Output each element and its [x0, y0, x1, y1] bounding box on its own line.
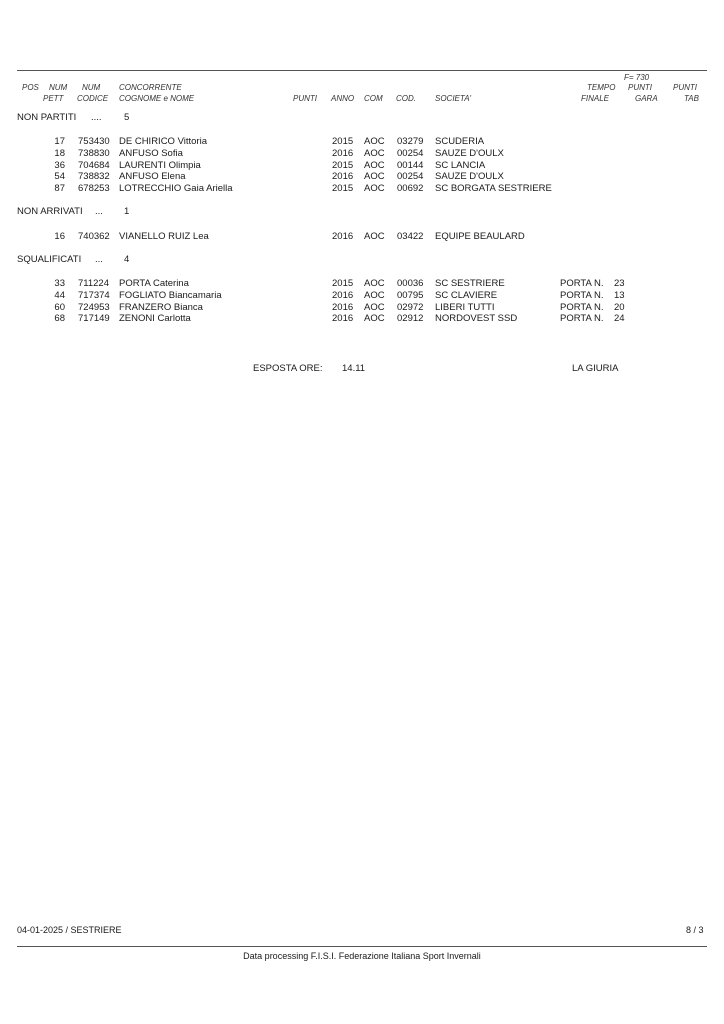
com-cell: AOC — [364, 313, 385, 325]
col-anno: ANNO — [331, 94, 355, 103]
porta-number-cell: 23 — [614, 278, 625, 289]
footer-rule — [17, 946, 707, 947]
col-punti-gara: PUNTI — [628, 83, 652, 92]
codice-cell: 738830 — [78, 147, 110, 159]
cod-cell: 02912 — [397, 313, 424, 325]
table-row — [0, 183, 724, 195]
table-row — [0, 290, 724, 302]
com-cell: AOC — [364, 159, 385, 171]
societa-cell: SC CLAVIERE — [435, 289, 498, 301]
anno-cell: 2015 — [332, 136, 354, 147]
anno-cell: 2015 — [332, 278, 354, 289]
cod-cell: 03279 — [397, 136, 424, 147]
la-giuria: LA GIURIA — [572, 363, 619, 374]
societa-cell: SAUZE D'OULX — [435, 171, 504, 183]
section-non-partiti-dots: .... — [91, 112, 102, 123]
com-cell: AOC — [364, 301, 385, 313]
col-punti: PUNTI — [293, 94, 317, 103]
table-row — [0, 231, 724, 243]
section-non-arrivati-label: NON ARRIVATI — [17, 206, 83, 217]
anno-cell: 2015 — [332, 159, 354, 171]
com-cell: AOC — [364, 171, 385, 183]
col-finale: FINALE — [581, 94, 610, 103]
anno-cell: 2016 — [332, 231, 354, 242]
cod-cell: 00692 — [397, 183, 424, 195]
footer-date-place: 04-01-2025 / SESTRIERE — [17, 925, 122, 935]
name-cell: PORTA Caterina — [119, 278, 189, 289]
pett-cell: 33 — [54, 278, 65, 289]
name-cell: ZENONI Carlotta — [119, 313, 191, 325]
cod-cell: 03422 — [397, 231, 424, 242]
porta-number-cell: 24 — [614, 313, 625, 325]
col-gara: GARA — [635, 94, 658, 103]
pett-cell: 44 — [54, 289, 65, 301]
cod-cell: 00254 — [397, 171, 424, 183]
col-num2: NUM — [82, 83, 101, 92]
cod-cell: 02972 — [397, 301, 424, 313]
societa-cell: SAUZE D'OULX — [435, 147, 504, 159]
pett-cell: 54 — [54, 171, 65, 183]
pett-cell: 17 — [54, 136, 65, 147]
com-cell: AOC — [364, 136, 385, 147]
col-pos: POS — [22, 83, 39, 92]
porta-cell: PORTA N. — [560, 278, 604, 289]
anno-cell: 2016 — [332, 171, 354, 183]
f-value: F= 730 — [624, 73, 650, 82]
societa-cell: SC LANCIA — [435, 159, 486, 171]
anno-cell: 2016 — [332, 301, 354, 313]
anno-cell: 2016 — [332, 289, 354, 301]
section-non-arrivati-count: 1 — [124, 206, 130, 217]
name-cell: LAURENTI Olimpia — [119, 159, 201, 171]
footer-processing: Data processing F.I.S.I. Federazione Italiana Sport Invernali — [243, 951, 481, 961]
codice-cell: 704684 — [78, 159, 110, 171]
section-squalificati-label: SQUALIFICATI — [17, 254, 82, 265]
codice-cell: 753430 — [78, 136, 110, 147]
codice-cell: 724953 — [78, 301, 110, 313]
pett-cell: 16 — [54, 231, 65, 242]
section-non-partiti-label: NON PARTITI — [17, 112, 77, 123]
com-cell: AOC — [364, 183, 385, 195]
top-rule — [17, 70, 707, 71]
name-cell: ANFUSO Elena — [119, 171, 186, 183]
codice-cell: 740362 — [78, 231, 110, 242]
table-row — [0, 160, 724, 172]
esposta-time: 14.11 — [342, 363, 366, 374]
col-societa: SOCIETA' — [435, 94, 472, 103]
anno-cell: 2015 — [332, 183, 354, 195]
name-cell: DE CHIRICO Vittoria — [119, 136, 207, 147]
anno-cell: 2016 — [332, 147, 354, 159]
col-tempo: TEMPO — [587, 83, 616, 92]
name-cell: ANFUSO Sofia — [119, 147, 183, 159]
table-row — [0, 148, 724, 160]
anno-cell: 2016 — [332, 313, 354, 325]
pett-cell: 36 — [54, 159, 65, 171]
pett-cell: 18 — [54, 147, 65, 159]
com-cell: AOC — [364, 289, 385, 301]
table-row — [0, 313, 724, 325]
societa-cell: SCUDERIA — [435, 136, 485, 147]
societa-cell: SC SESTRIERE — [435, 278, 505, 289]
codice-cell: 738832 — [78, 171, 110, 183]
col-cod: COD. — [396, 94, 416, 103]
porta-cell: PORTA N. — [560, 289, 604, 301]
col-pett: PETT — [43, 94, 64, 103]
col-punti-tab: PUNTI — [673, 83, 697, 92]
codice-cell: 678253 — [78, 183, 110, 195]
col-nome: COGNOME e NOME — [119, 94, 195, 103]
cod-cell: 00795 — [397, 289, 424, 301]
section-squalificati-dots: ... — [95, 254, 103, 265]
col-tab: TAB — [684, 94, 699, 103]
pett-cell: 68 — [54, 313, 65, 325]
porta-cell: PORTA N. — [560, 301, 604, 313]
codice-cell: 711224 — [78, 278, 109, 289]
section-non-partiti-count: 5 — [124, 112, 130, 123]
societa-cell: NORDOVEST SSD — [435, 313, 518, 325]
section-non-arrivati-dots: ... — [95, 206, 103, 217]
societa-cell: EQUIPE BEAULARD — [435, 231, 525, 242]
table-row — [0, 302, 724, 314]
esposta-label: ESPOSTA ORE: — [253, 363, 323, 374]
table-row — [0, 278, 724, 290]
col-concorrente: CONCORRENTE — [119, 83, 182, 92]
cod-cell: 00254 — [397, 147, 424, 159]
porta-number-cell: 13 — [614, 289, 625, 301]
porta-number-cell: 20 — [614, 301, 625, 313]
codice-cell: 717374 — [78, 289, 110, 301]
name-cell: FRANZERO Bianca — [119, 301, 203, 313]
pett-cell: 60 — [54, 301, 65, 313]
societa-cell: LIBERI TUTTI — [435, 301, 495, 313]
name-cell: FOGLIATO Biancamaria — [119, 289, 222, 301]
com-cell: AOC — [364, 231, 385, 242]
porta-cell: PORTA N. — [560, 313, 604, 325]
col-codice: CODICE — [77, 94, 109, 103]
codice-cell: 717149 — [78, 313, 110, 325]
name-cell: VIANELLO RUIZ Lea — [119, 231, 209, 242]
cod-cell: 00036 — [397, 278, 424, 289]
footer-page-number: 8 / 3 — [686, 925, 704, 935]
com-cell: AOC — [364, 278, 385, 289]
name-cell: LOTRECCHIO Gaia Ariella — [119, 183, 233, 195]
com-cell: AOC — [364, 147, 385, 159]
cod-cell: 00144 — [397, 159, 424, 171]
societa-cell: SC BORGATA SESTRIERE — [435, 183, 552, 195]
col-com: COM — [364, 94, 383, 103]
col-num: NUM — [49, 83, 68, 92]
pett-cell: 87 — [54, 183, 65, 195]
table-row — [0, 136, 724, 148]
section-squalificati-count: 4 — [124, 254, 130, 265]
table-row — [0, 171, 724, 183]
